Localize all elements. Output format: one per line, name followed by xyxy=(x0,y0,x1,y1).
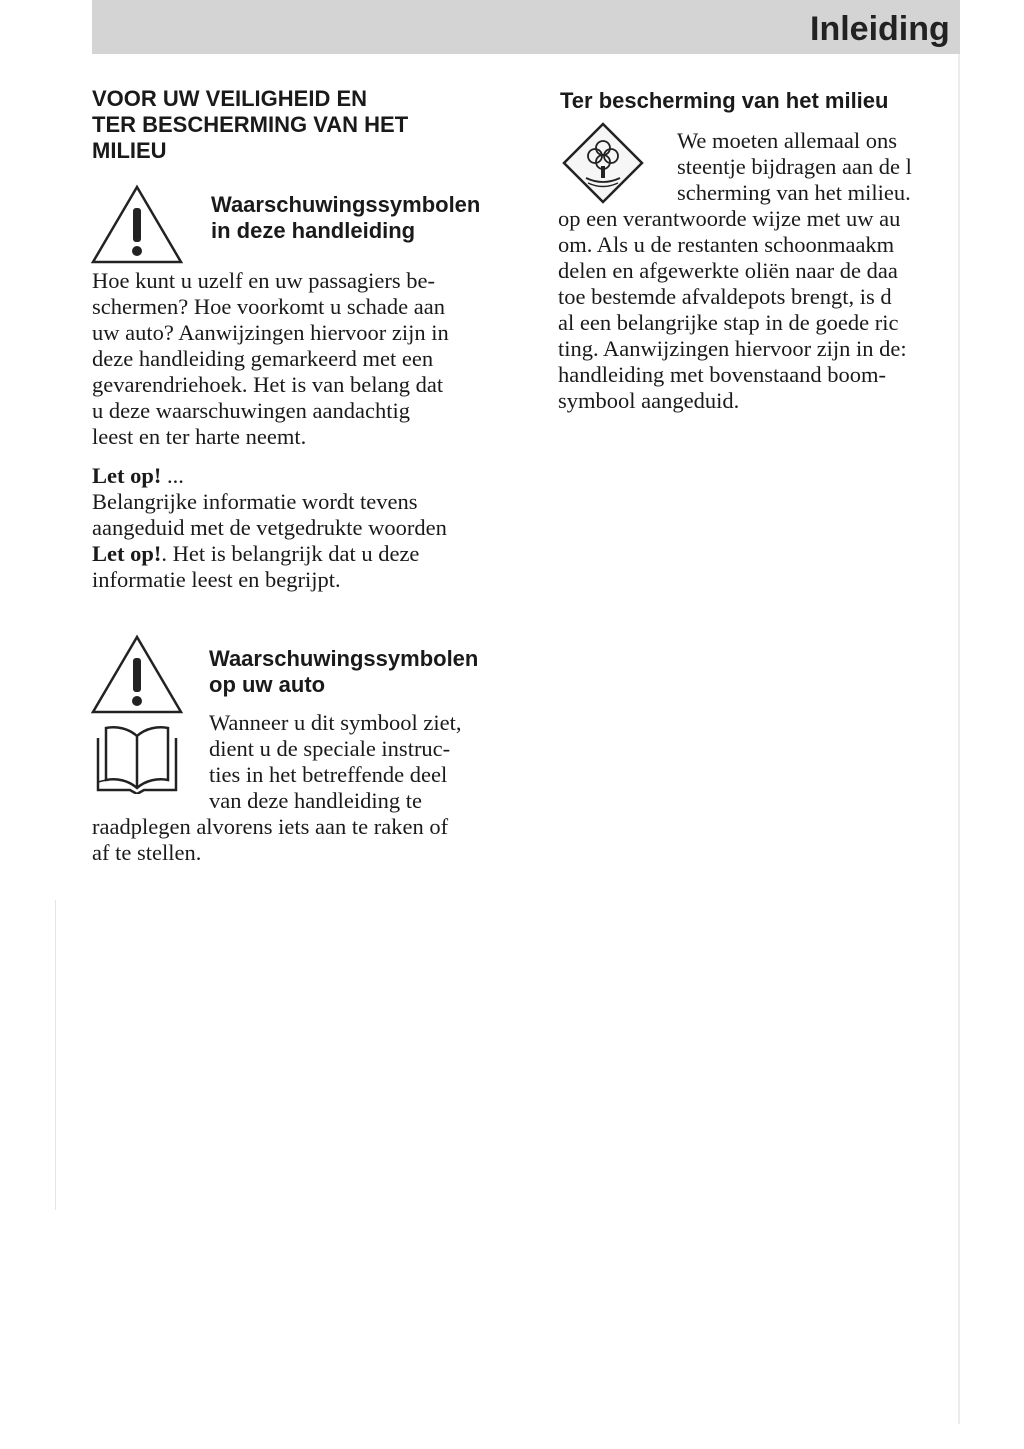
note-label: Let op! xyxy=(92,463,162,488)
body-line: leest en ter harte neemt. xyxy=(92,424,307,449)
header-band xyxy=(92,0,960,54)
note-block xyxy=(92,463,447,593)
main-heading-line: VOOR UW VEILIGHEID EN xyxy=(92,86,368,111)
right-body-indented xyxy=(677,128,958,206)
body-line: ting. Aanwijzingen hiervoor zijn in de: xyxy=(558,336,907,361)
body-line: om. Als u de restanten schoonmaakm xyxy=(558,232,895,257)
section2-body-full xyxy=(92,814,448,866)
body-line: van deze handleiding te xyxy=(209,788,423,813)
body-line: schermen? Hoe voorkomt u schade aan xyxy=(92,294,445,319)
open-book-icon xyxy=(94,722,180,794)
body-line: Wanneer u dit symbool ziet, xyxy=(209,710,462,735)
body-line: gevarendriehoek. Het is van belang dat xyxy=(92,372,444,397)
page-edge-line xyxy=(958,54,960,1424)
section2-heading-line: op uw auto xyxy=(209,672,326,697)
section2-heading-line: Waarschuwingssymbolen xyxy=(209,646,479,671)
main-heading-line: TER BESCHERMING VAN HET xyxy=(92,112,409,137)
section1-heading-line: in deze handleiding xyxy=(211,218,416,243)
body-line: handleiding met bovenstaand boom- xyxy=(558,362,887,387)
body-line: deze handleiding gemarkeerd met een xyxy=(92,346,434,371)
page-edge-line-left xyxy=(55,900,56,1210)
right-heading-wrap xyxy=(560,88,958,114)
section2-body-indented xyxy=(209,710,462,814)
right-heading: Ter bescherming van het milieu xyxy=(560,88,889,113)
tree-diamond-icon xyxy=(560,120,646,206)
warning-triangle-icon xyxy=(90,634,184,716)
body-line: steentje bijdragen aan de l xyxy=(677,154,912,179)
body-line: dient u de speciale instruc- xyxy=(209,736,451,761)
body-line: Hoe kunt u uzelf en uw passagiers be- xyxy=(92,268,436,293)
warning-triangle-icon xyxy=(90,184,184,266)
section1-body xyxy=(92,268,449,450)
body-line: ties in het betreffende deel xyxy=(209,762,448,787)
note-ellipsis: ... xyxy=(161,463,184,488)
note-line: informatie leest en begrijpt. xyxy=(92,567,341,592)
section1-heading-wrap xyxy=(211,192,531,244)
body-line: toe bestemde afvaldepots brengt, is d xyxy=(558,284,892,309)
body-line: af te stellen. xyxy=(92,840,202,865)
body-line: al een belangrijke stap in de goede ric xyxy=(558,310,899,335)
note-line: Belangrijke informatie wordt tevens xyxy=(92,489,418,514)
page-section-title: Inleiding xyxy=(810,10,950,48)
section1-heading-line: Waarschuwingssymbolen xyxy=(211,192,481,217)
body-line: op een verantwoorde wijze met uw au xyxy=(558,206,901,231)
body-line: delen en afgewerkte oliën naar de daa xyxy=(558,258,898,283)
body-line: symbool aangeduid. xyxy=(558,388,740,413)
left-column xyxy=(92,86,532,164)
right-body-full xyxy=(558,206,958,414)
note-title-line xyxy=(92,463,447,489)
section2-heading-wrap xyxy=(209,646,529,698)
main-heading xyxy=(92,86,532,164)
note-line-rest: . Het is belangrijk dat u deze xyxy=(161,541,420,566)
body-line: u deze waarschuwingen aandachtig xyxy=(92,398,410,423)
section1-heading xyxy=(211,192,531,244)
body-line: uw auto? Aanwijzingen hiervoor zijn in xyxy=(92,320,449,345)
note-line xyxy=(92,541,447,567)
body-line: raadplegen alvorens iets aan te raken of xyxy=(92,814,449,839)
main-heading-line: MILIEU xyxy=(92,138,167,163)
section2-heading xyxy=(209,646,529,698)
body-line: We moeten allemaal ons xyxy=(677,128,897,153)
note-inline-label: Let op! xyxy=(92,541,162,566)
note-line: aangeduid met de vetgedrukte woorden xyxy=(92,515,447,540)
body-line: scherming van het milieu. xyxy=(677,180,911,205)
